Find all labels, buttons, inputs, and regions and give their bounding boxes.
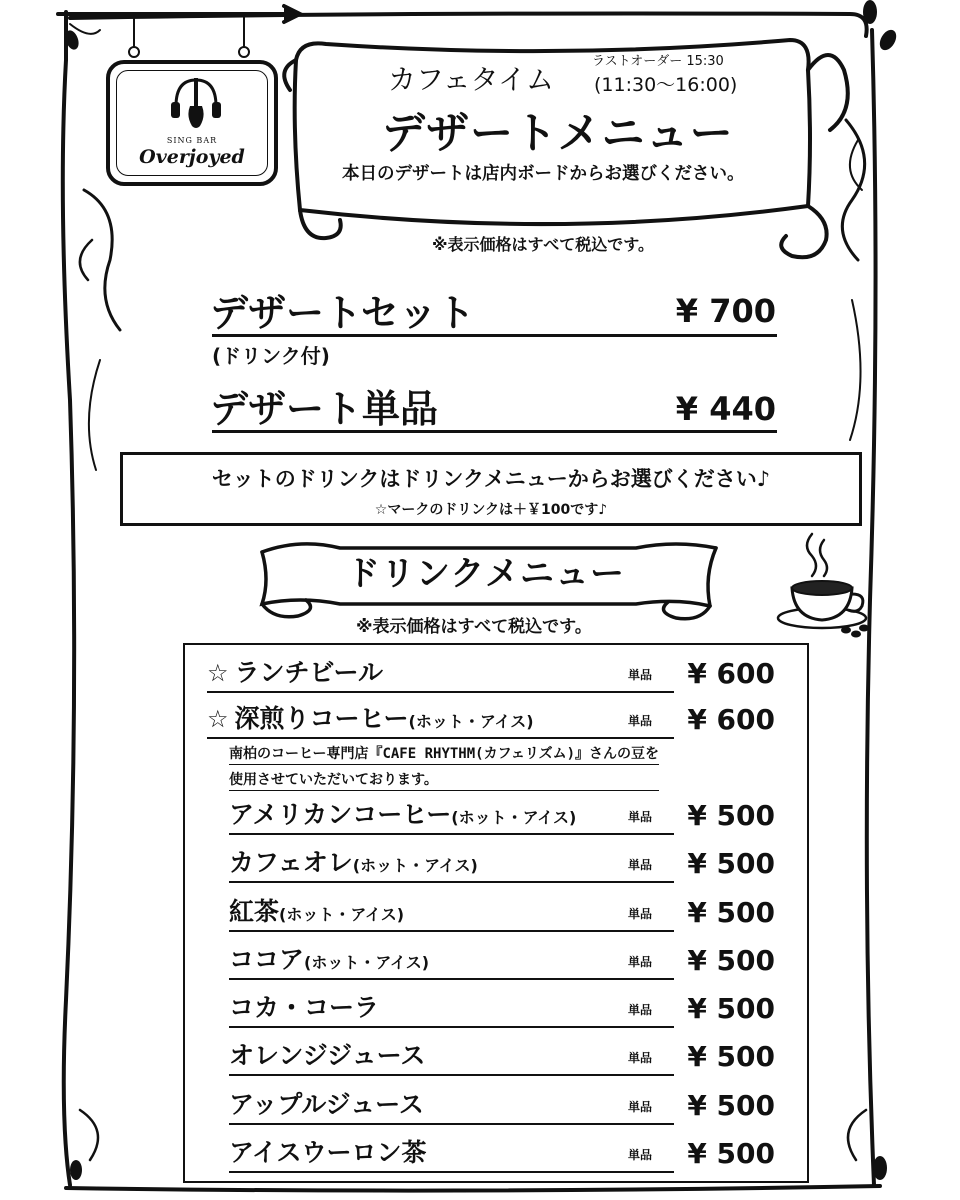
list-item bbox=[185, 940, 811, 980]
drink-price: ¥ 500 bbox=[687, 799, 775, 832]
unit-label: 単品 bbox=[628, 1100, 653, 1114]
drink-price: ¥ 500 bbox=[687, 847, 775, 880]
dessert-set-name: デザートセット bbox=[210, 291, 475, 335]
dessert-note: 本日のデザートは店内ボードからお選びください。 bbox=[342, 164, 745, 184]
dessert-set-price: ¥ 700 bbox=[675, 292, 776, 330]
hot-ice-label: (ホット・アイス) bbox=[352, 856, 478, 875]
tax-note: ※表示価格はすべて税込です。 bbox=[432, 235, 654, 254]
star-mark: ☆ bbox=[207, 705, 229, 733]
row-underline bbox=[229, 930, 674, 932]
row-underline bbox=[229, 978, 674, 980]
drink-price: ¥ 600 bbox=[687, 703, 775, 736]
hot-ice-label: (ホット・アイス) bbox=[451, 808, 577, 827]
drink-name: アップルジュース bbox=[229, 1090, 424, 1119]
unit-label: 単品 bbox=[628, 1003, 653, 1017]
guitar-headphones-icon bbox=[168, 72, 224, 132]
drink-price: ¥ 500 bbox=[687, 992, 775, 1025]
drink-name: コカ・コーラ bbox=[229, 993, 380, 1022]
drink-name: 深煎りコーヒー bbox=[234, 704, 409, 733]
drink-name: ココア bbox=[229, 945, 305, 974]
list-item bbox=[185, 1036, 811, 1076]
set-drink-notice bbox=[120, 452, 862, 526]
set-drink-main: セットのドリンクはドリンクメニューからお選びください♪ bbox=[211, 467, 771, 491]
hot-ice-label: (ホット・アイス) bbox=[304, 953, 430, 972]
unit-label: 単品 bbox=[628, 955, 653, 969]
coffee-note-line-1: 南柏のコーヒー専門店『CAFE RHYTHM(カフェリズム)』さんの豆を bbox=[229, 746, 660, 762]
hot-ice-label: (ホット・アイス) bbox=[279, 905, 405, 924]
set-drink-sub: ☆マークのドリンクは＋￥100です♪ bbox=[374, 502, 608, 518]
row-underline bbox=[229, 1026, 674, 1028]
row-underline bbox=[207, 737, 674, 739]
dessert-set-note: (ドリンク付) bbox=[212, 344, 330, 368]
drink-name: アメリカンコーヒー bbox=[229, 800, 452, 829]
drink-price: ¥ 600 bbox=[687, 657, 775, 690]
unit-label: 単品 bbox=[628, 668, 653, 682]
shop-sign bbox=[106, 60, 278, 186]
unit-label: 単品 bbox=[628, 1051, 653, 1065]
row-underline bbox=[229, 1074, 674, 1076]
note-underline bbox=[229, 790, 659, 791]
drink-name: カフェオレ bbox=[229, 848, 353, 877]
cafe-time-label: カフェタイム bbox=[388, 63, 555, 96]
divider bbox=[212, 430, 777, 433]
dessert-single-price: ¥ 440 bbox=[675, 390, 776, 428]
divider bbox=[212, 334, 777, 337]
row-underline bbox=[229, 881, 674, 883]
list-item bbox=[185, 988, 811, 1028]
star-mark: ☆ bbox=[207, 659, 229, 687]
drink-price: ¥ 500 bbox=[687, 1137, 775, 1170]
row-underline bbox=[207, 691, 674, 693]
page-title: デザートメニュー bbox=[382, 109, 734, 159]
drink-price: ¥ 500 bbox=[687, 1089, 775, 1122]
unit-label: 単品 bbox=[628, 858, 653, 872]
list-item bbox=[185, 653, 811, 693]
unit-label: 単品 bbox=[628, 810, 653, 824]
dessert-single-name: デザート単品 bbox=[210, 387, 439, 431]
drink-list bbox=[183, 643, 809, 1183]
cafe-hours: (11:30〜16:00) bbox=[594, 74, 738, 96]
last-order-time: ラストオーダー 15:30 bbox=[592, 54, 724, 69]
list-item bbox=[185, 699, 811, 739]
unit-label: 単品 bbox=[628, 907, 653, 921]
drink-name: ランチビール bbox=[234, 658, 384, 687]
note-underline bbox=[229, 764, 659, 765]
list-item bbox=[185, 892, 811, 932]
coffee-cup-icon bbox=[772, 526, 872, 642]
drink-name: 紅茶 bbox=[229, 897, 280, 926]
unit-label: 単品 bbox=[628, 1148, 653, 1162]
drink-name: オレンジジュース bbox=[229, 1041, 426, 1070]
drink-tax-note: ※表示価格はすべて税込です。 bbox=[356, 617, 592, 637]
drink-menu-title: ドリンクメニュー bbox=[346, 554, 625, 594]
row-underline bbox=[229, 833, 674, 835]
list-item bbox=[185, 1085, 811, 1125]
shop-name: Overjoyed bbox=[139, 146, 245, 168]
sign-subtitle: SING BAR bbox=[166, 136, 218, 145]
list-item bbox=[185, 843, 811, 883]
drink-price: ¥ 500 bbox=[687, 1040, 775, 1073]
drink-price: ¥ 500 bbox=[687, 944, 775, 977]
row-underline bbox=[229, 1171, 674, 1173]
list-item bbox=[185, 1133, 811, 1173]
drink-name: アイスウーロン茶 bbox=[229, 1138, 427, 1167]
row-underline bbox=[229, 1123, 674, 1125]
list-item bbox=[185, 795, 811, 835]
unit-label: 単品 bbox=[628, 714, 653, 728]
drink-price: ¥ 500 bbox=[687, 896, 775, 929]
hot-ice-label: (ホット・アイス) bbox=[408, 712, 534, 731]
coffee-note-line-2: 使用させていただいております。 bbox=[229, 772, 438, 788]
